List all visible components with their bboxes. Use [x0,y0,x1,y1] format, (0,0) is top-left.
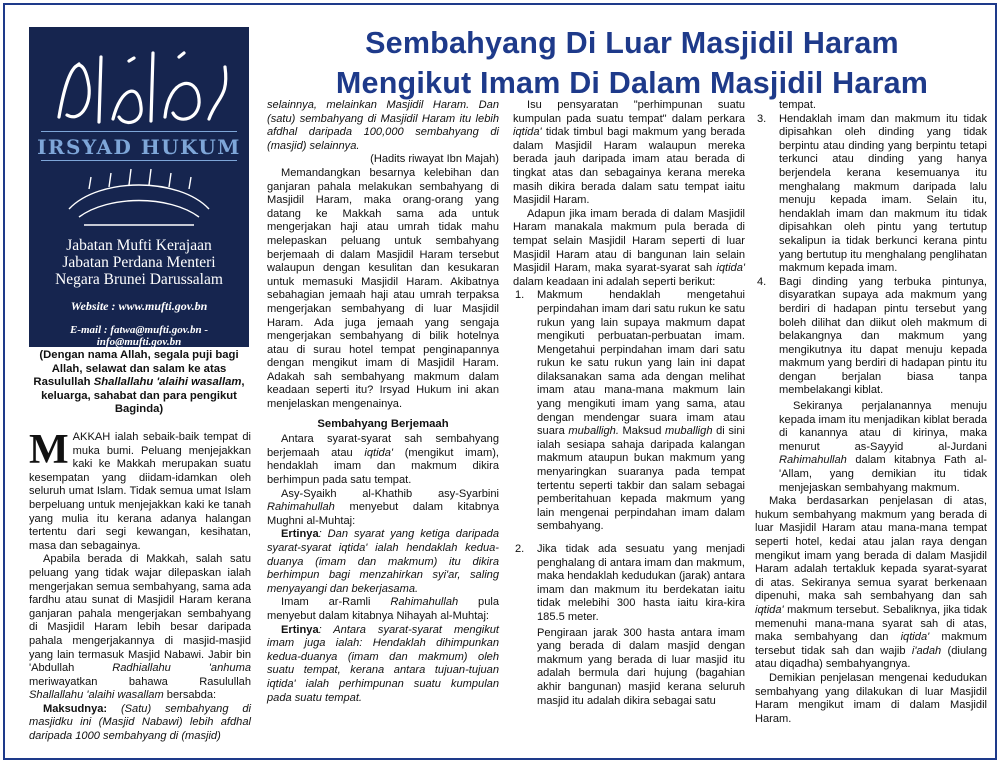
hadith-quote-continued: selainnya, melainkan Masjidil Haram. Dan (satu) sembahyang di Masjidil Haram itu lebih afdhal daripada 100,000 sembahyang di (masjid) selainnya. [267,99,499,152]
paragraph: Memandangkan besarnya kelebihan dan ganjaran pahala melakukan sembahyang di Masjidil Haram, maka orang-orang yang datang ke Makkah sama ada untuk mengerjakan haji atau umrah tidak mahu melepaskan peluang untuk sembahyang berjemaah di dalam Masjidil Haram tersebut walaupun dengan kesulitan dan kesukaran untuk memasuki Masjidil Haram. Akibatnya sebahagian jemaah haji atau umrah terpaksa mengerjakan sembahyang di luar Masjidil Haram. Ada juga jemaah yang sengaja mengerjakan sembahyang di bilik hotelnya atau di surau hotel tempat penginapannya dengan mengikut imam di Masjidil Haram. Adakah sah sembahyang makmum dalam keadaan seperti itu? Irsyad Hukum ini akan menjelaskan mengenainya. [267,166,499,411]
department-name [29,237,249,288]
column-1 [29,427,252,744]
logo-title: IRSYAD HUKUM [37,135,241,159]
intro-paragraph: MAKKAH ialah sebaik-baik tempat di muka bumi. Peluang menjejakkan kaki ke Makkah merupakan suatu kesempatan yang diidam-idamkan oleh seluruh umat Islam. Tidak semua umat Islam berpeluang untuk menjejakkan kaki ke tanah yang mulia itu kerana adanya halangan tertentu dari segi kewangan, kesihatan, masa dan sebagainya. [29,427,251,552]
closing-paragraph: Demikian penjelasan mengenai kedudukan sembahyang yang dilakukan di luar Masjidil Haram mengikut imam di dalam Masjidil Haram. [755,671,987,725]
conditions-list [513,289,745,708]
dept-line-2: Jabatan Perdana Menteri [62,254,216,271]
website-link[interactable]: Website : www.mufti.gov.bn [70,299,208,313]
list-item: 4. Bagi dinding yang terbuka pintunya, disyaratkan supaya ada makmum yang berdiri di hadapan pintu tersebut yang boleh dilihat dan diikut oleh makmum di belakangnya dan makmum yang mengikutnya itu dapat menuju kepada makmum yang berdiri di hadapan pintu itu dengan berjalan biasa tanpa membelakangi kiblat. Sekiranya perjalanannya menuju kepada imam itu menjadikan kiblat berada di kanannya atau di kirinya, maka menurut as-Sayyid al-Jurdani Rahimahullah dalam kitabnya Fath al-'Allam, yang demikian itu tidak menjejaskan sembahyang makmum. [757,275,987,494]
column-2 [267,99,499,705]
list-item: 1. Makmum hendaklah mengetahui perpindahan imam dari satu rukun ke satu rukun yang lain supaya makmum dapat mengikuti perbuatan-perbuatan imam. Mengetahui perpindahan imam dari satu rukun ke satu rukun yang lain ini dapat dilaksanakan sama ada dengan melihat imam atau mana-mana makmum lain yang mengikuti imam yang sama, atau dengan mendengar suara imam atau suara muballigh. Maksud muballigh di sini ialah sesiapa sahaja daripada kalangan makmum ataupun bukan makmum yang menyaringkan suaranya pada tempat tertentu seperti takbir dan salam sebagai pemberitahuan kepada makmum yang lain mengenai perpindahan imam dalam sembahyang. [515,289,745,533]
hadith-reference: (Hadits riwayat Ibn Majah) [370,153,499,166]
conclusion-paragraph: Maka berdasarkan penjelasan di atas, hukum sembahyang makmum yang berada di luar Masjidil Haram atau mana-mana tempat seperti hotel, kedai atau jalan raya dengan mengikut imam yang berada di dalam Masjidil Haram adalah tertakluk kepada syarat-syarat di atas. Sekiranya semua syarat berkenaan dipenuhi, maka sah sembahyang dan sah iqtida' makmum tersebut. Sebaliknya, jika tidak memenuhi mana-mana syarat sah di atas, maka sembahyang dan iqtida' makmum tersebut tidak sah dan wajib i'adah (diulang atau diqadha) sembahyangnya. [755,495,988,671]
paragraph: Asy-Syaikh al-Khathib asy-Syarbini Rahimahullah menyebut dalam kitabnya Mughni al-Muhtaj: [267,487,499,527]
column-4 [755,99,987,726]
drop-cap: M [29,427,69,473]
dept-line-3: Negara Brunei Darussalam [55,271,223,288]
email-link[interactable]: E-mail : fatwa@mufti.gov.bn - info@mufti.gov.bn [70,324,208,347]
list-item: 3. Hendaklah imam dan makmum itu tidak dipisahkan oleh dinding yang tidak berpintu atau dinding yang berpintu tetapi terkunci atau dinding yang hanya berjendela kerana kesemuanya itu menghalang makmum daripada lalu menuju kepada imam. Selain itu, hendaklah imam dan makmum itu tidak dipisahkan oleh pintu yang tertutup sekalipun ia tidak berkunci kerana pintu yang bertutup itu menghalang penglihatan makmum kepada imam. [757,112,987,275]
paragraph: Antara syarat-syarat sah sembahyang berjemaah atau iqtida' (mengikut imam), hendaklah imam dan makmum dikira berhimpun pada satu tempat. [267,433,499,487]
irsyad-hukum-logo [29,27,249,347]
headline-line-1: Sembahyang Di Luar Masjidil Haram [365,26,899,60]
paragraph: Adapun jika imam berada di dalam Masjidil Haram manakala makmum pula berada di tempat selain Masjidil Haram seperti di luar Masjidil Haram atau di bangunan lain selain Masjidil Haram, maka syarat-syarat sah iqtida' dalam keadaan ini adalah seperti berikut: [513,207,745,288]
hadith-quote: Maksudnya: (Satu) sembahyang di masjidku ini (Masjid Nabawi) lebih afdhal daripada 1000 sembahyang di (masjid) [29,702,251,743]
paragraph: Apabila berada di Makkah, salah satu peluang yang tidak wajar dilepaskan ialah mengerjakan semua sembahyang, sama ada fardhu atau sunat di Masjidil Haram kerana ganjaran pahala mengerjakan sembahyang di Masjidil Haram lebih besar daripada pahala mengerjakannya di masjid-masjid yang lain termasuk Masjid Nabawi. Jabir bin 'Abdullah Radhiallahu 'anhuma meriwayatkan bahawa Rasulullah Shallallahu 'alaihi wasallam bersabda: [29,553,252,702]
dept-line-1: Jabatan Mufti Kerajaan [66,237,212,254]
list-item: 2. Jika tidak ada sesuatu yang menjadi penghalang di antara imam dan makmum, maka hendaklah kedudukan (jarak) antara imam dan makmum itu berdekatan iaitu tidak melebihi 300 hasta iaitu kira-kira 185.5 meter. Pengiraan jarak 300 hasta antara imam yang berada di dalam masjid dengan makmum yang berada di luar masjid itu adalah bermula dari hujung (bagahian akhir bangunan) masjid kerana seluruh masjid itu adalah dikira sebagai satu [515,543,745,707]
list-item-continued: tempat. [779,99,816,111]
column-3 [513,99,745,708]
headline-line-2: Mengikut Imam Di Dalam Masjidil Haram [335,66,929,100]
conditions-list-continued [755,99,987,495]
translation-quote: Ertinya: Antara syarat-syarat mengikut imam juga ialah: Hendaklah dihimpunkan kedua-duanya (imam dan makmum) oleh suatu tempat, kerana antara tujuan-tujuan iqtida' ialah perhimpunan suatu kumpulan pada suatu tempat. [267,623,499,704]
translation-quote: Ertinya: Dan syarat yang ketiga daripada syarat-syarat iqtida' ialah hendaklah kedua-duanya (imam dan makmum) itu dikira berhimpun bagi menzahirkan syi'ar, saling menyayangi dan bekerjasama. [267,528,499,595]
headline [267,23,997,103]
section-heading: Sembahyang Berjemaah [317,417,449,430]
paragraph: Isu pensyaratan "perhimpunan suatu kumpulan pada suatu tempat" dalam perkara iqtida' tidak timbul bagi makmum yang berada dalam Masjidil Haram walaupun mereka berada jauh daripada imam atau berada di tingkat atas dan sebagainya kerana mereka masih dikira berada dalam satu tempat iaitu Masjidil Haram. [513,99,745,207]
paragraph: Imam ar-Ramli Rahimahullah pula menyebut dalam kitabnya Nihayah al-Muhtaj: [267,596,500,622]
basmalah-opening: (Dengan nama Allah, segala puji bagi Allah, selawat dan salam ke atas Rasulullah Shallallahu 'alaihi wasallam, keluarga, sahabat dan para pengikut Baginda) [33,349,245,416]
logo-rule-bottom [41,160,237,161]
article-page [3,3,997,760]
logo-rule-top [41,131,237,132]
